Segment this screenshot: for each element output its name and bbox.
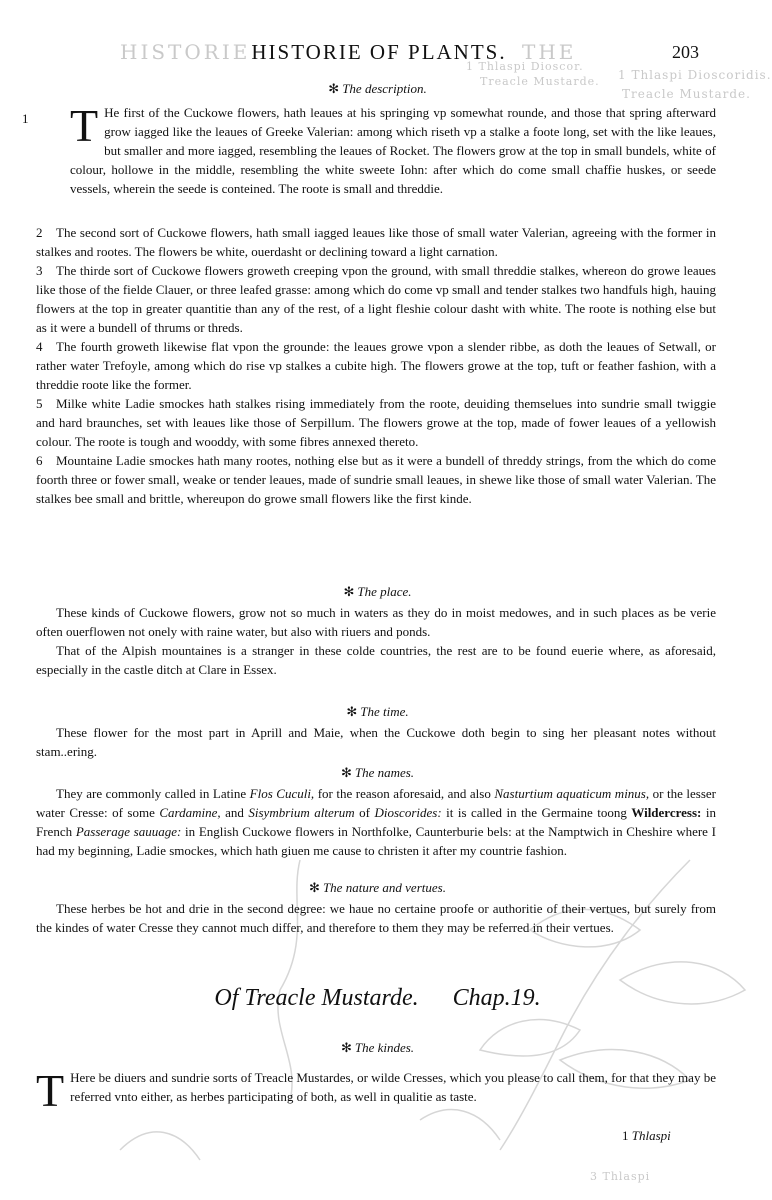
asterism-icon: ✻	[340, 765, 352, 780]
asterism-icon: ✻	[309, 880, 320, 895]
nature-paragraph: These herbes be hot and drie in the second degree: we haue no certaine proofe or authoritie of their vertues, but surely from the kindes of water Cresse they cannot much differ, and therefore to them they may be referred in their vertues.	[36, 901, 716, 935]
showthrough-text-left: HISTORIE	[120, 40, 251, 64]
chapter-title	[0, 985, 755, 1012]
time-section	[36, 723, 716, 761]
place-paragraph-2: That of the Alpish mountaines is a stranger in these colde countries, the rest are to be found euerie where, as aforesaid, especially in the castle ditch at Clare in Essex.	[36, 643, 716, 677]
description-paragraph-5: 5 Milke white Ladie smockes hath stalkes rising immediately from the roote, deuiding themselues into sundrie small twiggie and hard braunches, set with leaues like those of Serpillum. The flowers growe at the top, made of fower leaues of a yellowish colour. The roote is tough and wooddy, with some fibres annexed thereto.	[36, 396, 716, 449]
item-number: 6	[36, 453, 43, 468]
names-section	[36, 784, 716, 860]
description-paragraph-6: 6 Mountaine Ladie smockes hath many rootes, nothing else but as it were a bundell of threddy strings, from the which do come foorth three or fower small, weake or tender leaues, made of sundrie small leaues, in shewe like those of small water Valerian. The stalkes bee small and brittle, whereupon do growe small flowers like the first kinde.	[36, 453, 716, 506]
description-paragraph-2: 2 The second sort of Cuckowe flowers, hath small iagged leaues like those of small water Valerian, agreeing with the former in stalkes and rootes. The flowers be white, ouerdasht or declining toward a light carnation.	[36, 225, 716, 259]
catchword: 1 Thlaspi	[622, 1128, 671, 1143]
description-section-continued	[36, 223, 716, 508]
asterism-icon: ✻	[328, 81, 340, 96]
asterism-icon: ✻	[340, 1040, 352, 1055]
showthrough-caption-3: 1 Thlaspi Dioscoridis.	[618, 68, 772, 82]
item-number: 3	[36, 263, 43, 278]
item-number: 5	[36, 396, 43, 411]
section-heading-kindes: ✻ The kindes.	[340, 1040, 415, 1055]
drop-capital: T	[70, 100, 99, 151]
item-number: 1	[22, 111, 29, 126]
item-number: 4	[36, 339, 43, 354]
showthrough-text-right: THE	[522, 40, 577, 64]
showthrough-caption-5: 3 Thlaspi	[590, 1170, 651, 1183]
section-heading-time: ✻ The time.	[346, 704, 409, 719]
description-paragraph-4: 4 The fourth groweth likewise flat vpon the grounde: the leaues growe vpon a slender ribbe, as doth the leaues of Setwall, or rather water Trefoyle, among which do rise vp stalkes a cubite high. The flowers growe at the top, tuft or feather fashion, with a threddie roote like the former.	[36, 339, 716, 392]
asterism-icon: ✻	[343, 584, 355, 599]
chapter-name: Of Treacle Mustarde.	[214, 985, 419, 1011]
kindes-paragraph: T Here be diuers and sundrie sorts of Treacle Mustardes, or wilde Cresses, which you please to call them, for that they may be referred vnto either, as herbes participating of both, as well in qualitie as taste.	[36, 1065, 716, 1116]
running-head: HISTORIE OF PLANTS.	[251, 40, 507, 64]
showthrough-caption-1: 1 Thlaspi Dioscor.	[466, 60, 584, 73]
description-paragraph-1: 1 T He first of the Cuckowe flowers, hath leaues at his springing vp somewhat rounde, and those that spring afterward grow iagged like the leaues of Greeke Valerian: among which riseth vp a stalke a foote long, set with the like leaues, but smaller and more iagged, resembling the leaues of Rocket. The flowers grow at the top in small bundels, white of colour, hollowe in the middle, resembling the white sweete Iohn: after which do come small chaffie huskes, or seede vessels, wherein the seede is conteined. The roote is small and threddie.	[22, 100, 716, 196]
blackletter-word: Wildercress:	[631, 805, 702, 820]
item-number: 2	[36, 225, 43, 240]
place-paragraph-1: These kinds of Cuckowe flowers, grow not so much in waters as they do in moist medowes, and in such places as be verie often ouerflowen not onely with raine water, but also with riuers and ponds.	[36, 605, 716, 639]
place-section	[36, 603, 716, 679]
time-paragraph: These flower for the most part in Aprill and Maie, when the Cuckowe doth begin to sing her pleasant notes without stam..ering.	[36, 725, 716, 759]
description-section	[22, 100, 716, 198]
chapter-number: Chap.19.	[452, 985, 541, 1011]
section-heading-description: ✻ The description.	[328, 81, 427, 96]
nature-section	[36, 899, 716, 937]
kindes-section	[36, 1065, 716, 1116]
drop-capital: T	[36, 1065, 65, 1116]
showthrough-caption-2: Treacle Mustarde.	[480, 75, 600, 88]
asterism-icon: ✻	[346, 704, 358, 719]
description-paragraph-3: 3 The thirde sort of Cuckowe flowers groweth creeping vpon the ground, with small threddie stalkes, whereon do growe leaues like those of the fielde Clauer, or three leafed grasse: among which do come vp small and tender stalkes two handfuls high, hauing flowers at the top in greater quantitie than any of the rest, of a light fleshie colour dasht with white. The roote is nothing else but as it were a bundell of thrums or threds.	[36, 263, 716, 335]
section-heading-names: ✻ The names.	[340, 765, 415, 780]
section-heading-place: ✻ The place.	[343, 584, 412, 599]
section-heading-nature: ✻ The nature and vertues.	[309, 880, 446, 895]
showthrough-caption-4: Treacle Mustarde.	[622, 87, 751, 101]
names-paragraph: They are commonly called in Latine Flos Cuculi, for the reason aforesaid, and also Nasturtium aquaticum minus, or the lesser water Cresse: of some Cardamine, and Sisymbrium alterum of Dioscorides: it is called in the Germaine toong Wildercress: in French Passerage sauuage: in English Cuckowe flowers in Northfolke, Caunterburie bels: at the Namptwich in Cheshire where I had my beginning, Ladie smockes, which hath giuen me cause to christen it after my countrie fashion.	[36, 786, 716, 858]
page-number: 203	[672, 42, 699, 62]
